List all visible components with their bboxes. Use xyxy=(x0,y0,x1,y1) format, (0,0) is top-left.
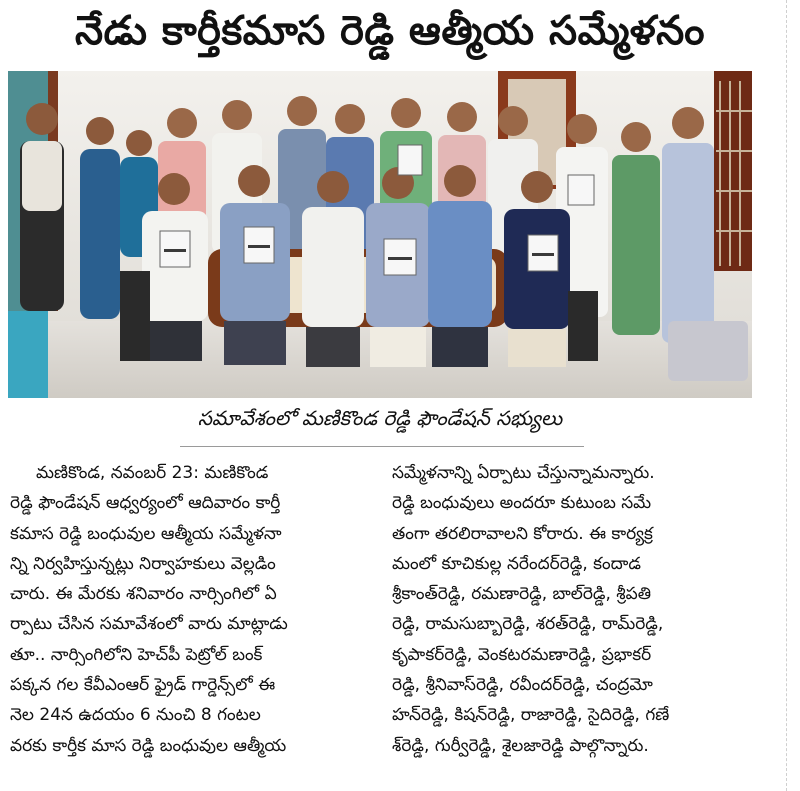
article-line: శ్‌రెడ్డి, గుర్వీరెడ్డి, శైలజారెడ్డి పాల్గొన్నారు. xyxy=(392,735,649,756)
group-photo-icon xyxy=(8,71,752,398)
article-line: తంగా తరలిరావాలని కోరారు. ఈ కార్యక్ర xyxy=(392,523,653,544)
article-line: హన్‌రెడ్డి, కిషన్‌రెడ్డి, రాజారెడ్డి, సైదిరెడ్డి, గణే xyxy=(392,705,670,726)
article-column-right xyxy=(392,458,766,761)
article-column-left xyxy=(10,458,378,761)
photo-caption: సమావేశంలో మణికొండ రెడ్డి ఫౌండేషన్‌ సభ్యులు xyxy=(197,406,563,430)
article-line: రెడ్డి ఫౌండేషన్‌ ఆధ్వర్యంలో ఆదివారం కార్తీ xyxy=(10,493,281,514)
page-edge-divider xyxy=(786,0,787,791)
article-line: శ్రీకాంత్‌రెడ్డి, రమణారెడ్డి, బాల్‌రెడ్డి, శ్రీపతి xyxy=(392,584,652,605)
article-line: వరకు కార్తీక మాస రెడ్డి బంధువుల ఆత్మీయ xyxy=(10,735,287,756)
article-line: పక్కన గల కేవీఎంఆర్‌ ఫ్రైడ్‌ గార్డెన్స్‌లో ఈ xyxy=(10,675,276,696)
group-photo xyxy=(8,71,752,398)
article-line: తూ.. నార్సింగిలోని హెచ్‌పీ పెట్రోల్‌ బంక్‌ xyxy=(10,644,263,665)
article-line: రెడ్డి బంధువులు అందరూ కుటుంబ సమే xyxy=(392,493,652,514)
article-line: కమాస రెడ్డి బంధువుల ఆత్మీయ సమ్మేళనా xyxy=(10,523,282,544)
caption-divider xyxy=(180,446,584,447)
article-line: న్ని నిర్వహిస్తున్నట్లు నిర్వాహకులు వెల్లడిం xyxy=(10,553,276,574)
article-line: ర్పాటు చేసిన సమావేశంలో వారు మాట్లాడు xyxy=(10,614,288,635)
article-line: కృపాకర్‌రెడ్డి, వెంకటరమణారెడ్డి, ప్రభాకర్‌ xyxy=(392,644,652,665)
article-line: మంలో కూచికుల్ల నరేందర్‌రెడ్డి, కందాడ xyxy=(392,553,641,574)
article-line: నెల 24న ఉదయం 6 నుంచి 8 గంటల xyxy=(10,705,261,726)
article-line: మణికొండ, నవంబర్‌ 23: మణికొండ xyxy=(36,463,269,483)
article-line: రెడ్డి, రామసుబ్బారెడ్డి, శరత్‌రెడ్డి, రామ్‌రెడ్డి, xyxy=(392,614,664,635)
article-line: రెడ్డి, శ్రీనివాస్‌రెడ్డి, రవీందర్‌రెడ్డి, చంద్రమో xyxy=(392,675,653,696)
article-line: చారు. ఈ మేరకు శనివారం నార్సింగిలో ఏ xyxy=(10,584,277,605)
headline: నేడు కార్తీకమాస రెడ్డి ఆత్మీయ సమ్మేళనం xyxy=(75,8,705,54)
article-line: సమ్మేళనాన్ని ఏర్పాటు చేస్తున్నామన్నారు. xyxy=(392,463,655,483)
